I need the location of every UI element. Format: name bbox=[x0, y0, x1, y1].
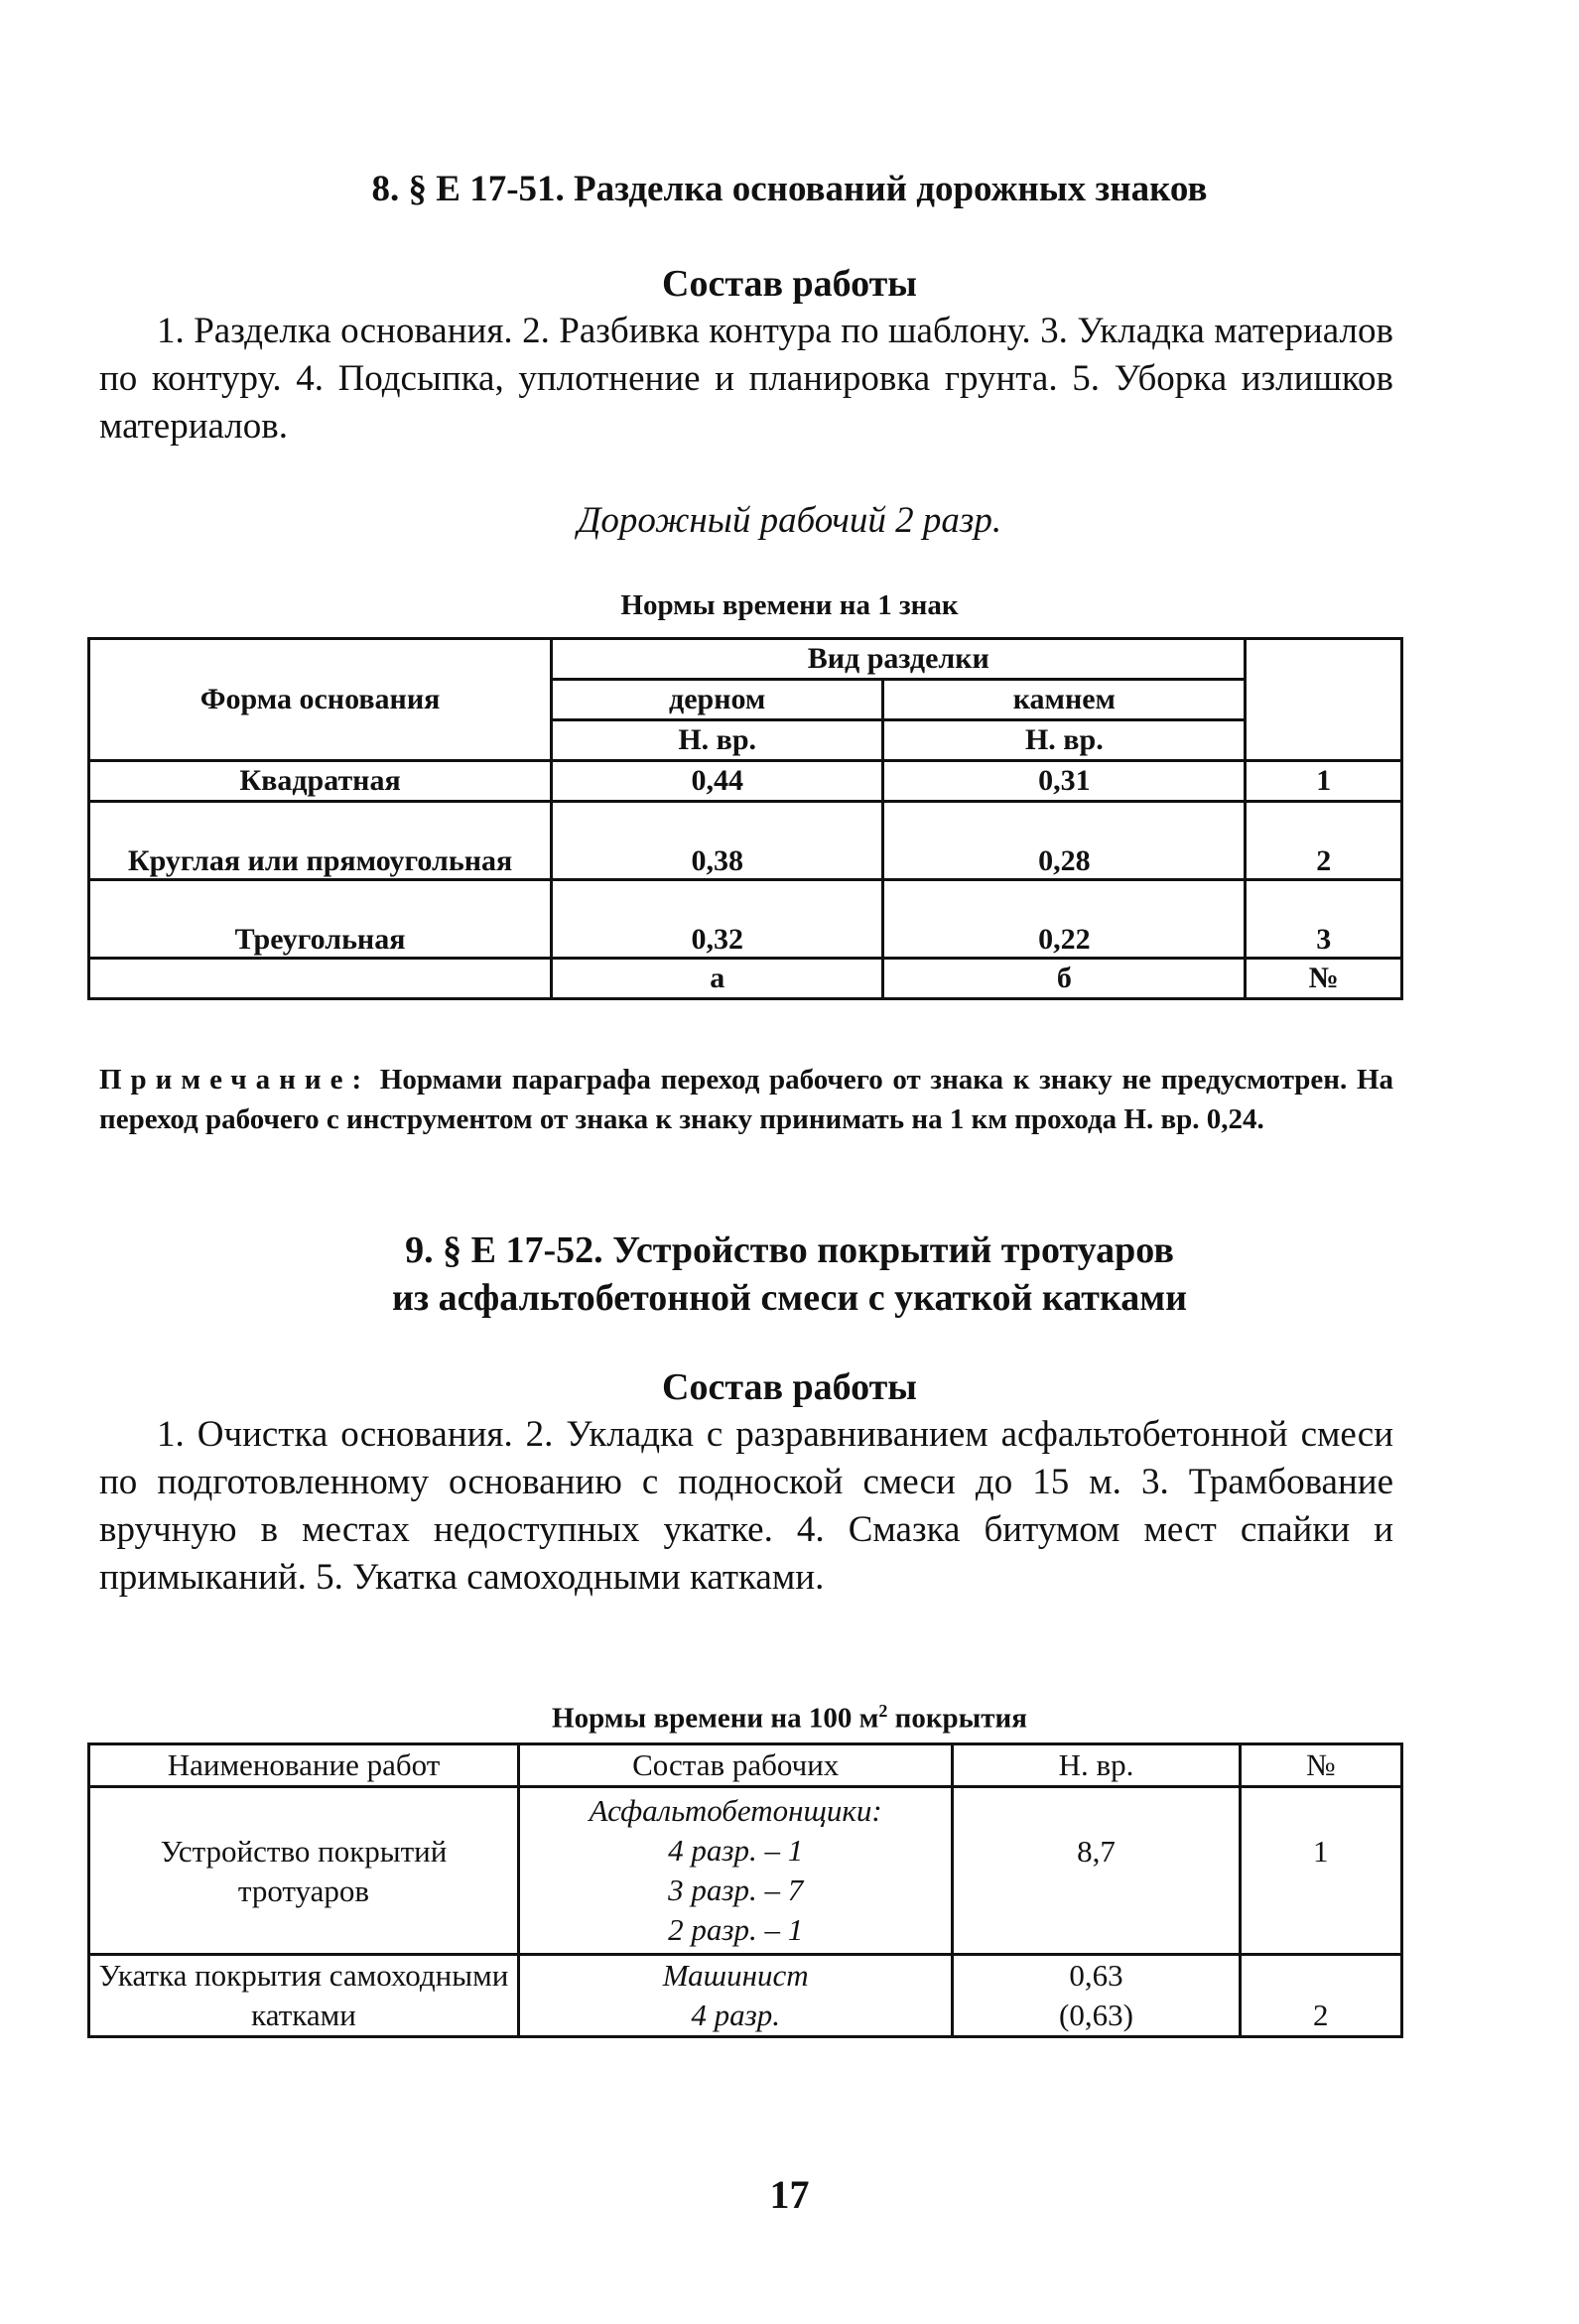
header-cut-type: Вид разделки bbox=[552, 639, 1246, 680]
crew-line: 4 разр. bbox=[691, 1998, 780, 2032]
table-footer-row bbox=[89, 959, 1402, 999]
row-number: 1 bbox=[1240, 1787, 1401, 1955]
row-crew bbox=[518, 1955, 952, 2037]
header-number: № bbox=[1240, 1744, 1401, 1787]
row-work-name: Устройство покрытий тротуаров bbox=[89, 1787, 519, 1955]
row-form: Треугольная bbox=[89, 880, 552, 959]
row-norm: 8,7 bbox=[953, 1787, 1240, 1955]
row-form: Квадратная bbox=[89, 761, 552, 802]
row-form: Круглая или прямоугольная bbox=[89, 802, 552, 880]
norm-value-alt: (0,63) bbox=[1059, 1998, 1133, 2032]
footer-col-b: б bbox=[883, 959, 1246, 999]
crew-line: 4 разр. – 1 bbox=[668, 1833, 804, 1868]
header-unit-a: Н. вр. bbox=[552, 720, 883, 761]
row-number: 1 bbox=[1246, 761, 1402, 802]
table-row bbox=[89, 1787, 1402, 1955]
header-crew: Состав рабочих bbox=[518, 1744, 952, 1787]
header-turf: дерном bbox=[552, 680, 883, 720]
row-number: 2 bbox=[1240, 1955, 1401, 2037]
header-form: Форма основания bbox=[89, 639, 552, 761]
work-composition-body-1: 1. Разделка основания. 2. Разбивка контура по шаблону. 3. Укладка материалов по контуру. 4. Подсыпка, уплотнение и планировка грунта. 5. Уборка излишков материалов. bbox=[99, 311, 1393, 447]
footer-col-n: № bbox=[1246, 959, 1402, 999]
work-composition-text-1 bbox=[99, 308, 1393, 451]
table-2-caption-sup: 2 bbox=[878, 1701, 888, 1721]
work-composition-body-2: 1. Очистка основания. 2. Укладка с разравниванием асфальтобетонной смеси по подготовленному основанию с подноской смеси до 15 м. 3. Трамбование вручную в местах недоступных укатке. 4. Смазка битумом мест спайки и примыканий. 5. Укатка самоходными катками. bbox=[99, 1414, 1393, 1598]
norm-value: 0,63 bbox=[1069, 1958, 1123, 1993]
header-stone: камнем bbox=[883, 680, 1246, 720]
row-work-name: Укатка покрытия самоходными катками bbox=[89, 1955, 519, 2037]
row-norm bbox=[953, 1955, 1240, 2037]
work-composition-title-1: Состав работы bbox=[662, 263, 917, 305]
header-blank bbox=[1246, 639, 1402, 761]
row-value-a: 0,32 bbox=[552, 880, 883, 959]
table-row bbox=[89, 1955, 1402, 2037]
work-composition-text-2 bbox=[99, 1411, 1393, 1602]
norms-table-2 bbox=[87, 1743, 1403, 2038]
row-value-a: 0,38 bbox=[552, 802, 883, 880]
table-1-caption: Нормы времени на 1 знак bbox=[620, 589, 959, 621]
work-composition-title-2: Состав работы bbox=[662, 1366, 917, 1408]
table-2-header bbox=[89, 1744, 1402, 1787]
norms-table-1 bbox=[87, 637, 1403, 1000]
row-number: 2 bbox=[1246, 802, 1402, 880]
table-1-note bbox=[99, 1060, 1393, 1139]
crew-title: Машинист bbox=[662, 1958, 809, 1993]
crew-line: 3 разр. – 7 bbox=[668, 1872, 804, 1907]
table-2-caption-text: Нормы времени на 100 м bbox=[552, 1702, 879, 1735]
row-value-a: 0,44 bbox=[552, 761, 883, 802]
header-work-name: Наименование работ bbox=[89, 1744, 519, 1787]
section-9-heading-line1: 9. § Е 17-52. Устройство покрытий тротуаров bbox=[405, 1229, 1174, 1271]
worker-category: Дорожный рабочий 2 разр. bbox=[577, 500, 1002, 541]
row-value-b: 0,28 bbox=[883, 802, 1246, 880]
footer-col-a: а bbox=[552, 959, 883, 999]
header-norm: Н. вр. bbox=[953, 1744, 1240, 1787]
row-value-b: 0,31 bbox=[883, 761, 1246, 802]
table-2-caption bbox=[0, 1693, 1579, 1737]
crew-line: 2 разр. – 1 bbox=[668, 1912, 804, 1947]
table-row bbox=[89, 880, 1402, 959]
footer-blank bbox=[89, 959, 552, 999]
table-2-caption-tail: покрытия bbox=[887, 1702, 1027, 1735]
page-number: 17 bbox=[769, 2172, 810, 2217]
table-row bbox=[89, 761, 1402, 802]
note-label: Примечание: bbox=[99, 1064, 371, 1096]
row-number: 3 bbox=[1246, 880, 1402, 959]
crew-title: Асфальтобетонщики: bbox=[589, 1793, 882, 1828]
row-value-b: 0,22 bbox=[883, 880, 1246, 959]
table-row bbox=[89, 802, 1402, 880]
note-text: Нормами параграфа переход рабочего от знака к знаку не предусмотрен. На переход рабочего с инструментом от знака к знаку принимать на 1 км прохода Н. вр. 0,24. bbox=[99, 1064, 1393, 1135]
section-9-heading-line2: из асфальтобетонной смеси с укаткой катками bbox=[391, 1277, 1188, 1319]
section-8-heading: 8. § Е 17-51. Разделка оснований дорожных знаков bbox=[371, 169, 1208, 209]
row-crew bbox=[518, 1787, 952, 1955]
header-unit-b: Н. вр. bbox=[883, 720, 1246, 761]
